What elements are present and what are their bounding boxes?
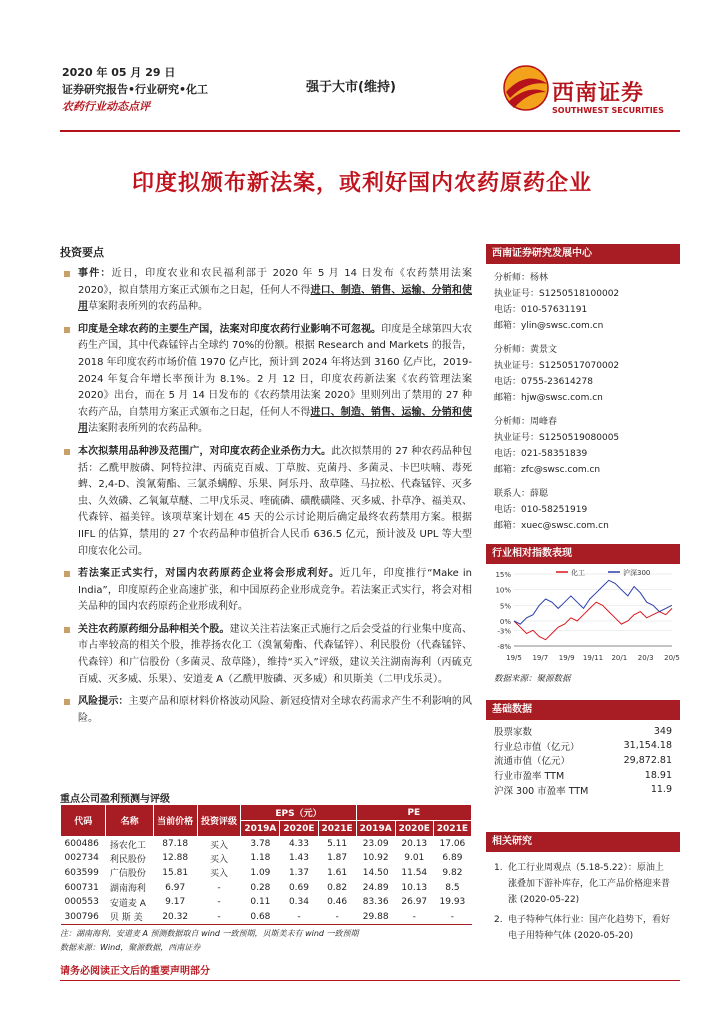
table-note: 注：湖南海利、安道麦 A 预测数据取自 wind 一致预期，贝斯美未有 wind 一致预期 — [60, 929, 359, 938]
base-data-value: 349 — [653, 725, 672, 737]
table-cell: 1.37 — [288, 867, 309, 878]
base-data-label: 股票家数 — [494, 727, 533, 739]
col-year: 2020E — [395, 821, 433, 837]
base-data-label: 流通市值（亿元） — [494, 756, 571, 768]
chart-x-tick: 20/3 — [637, 654, 654, 662]
table-cell: 9.82 — [442, 867, 463, 878]
table-cell: 23.09 — [362, 839, 389, 850]
base-data-label: 沪深 300 市盈率 TTM — [494, 785, 589, 797]
chart-source: 数据来源：聚源数据 — [494, 674, 571, 684]
table-cell: 000553 — [64, 897, 99, 908]
bullet-tail: 法案附表所列的农药品种。 — [88, 423, 208, 435]
bullet-text: 建议关注若法案正式施行之后会受益的行业集中度高、市占率较高的相关个股，推荐扬农化工（溴氰菊酯、代森锰锌）、利民股份（代森锰锌、代森锌）和广信股份（多菌灵、敌草隆），维持“买入”评级，建议关注湖南海利（丙硫克百威、灭多威、乐果）、安道麦 A（乙酰甲胺磷、灭多威）和贝斯美（二甲戊乐灵）。 — [78, 623, 473, 685]
table-cell: 600486 — [64, 839, 99, 850]
related-item-number: 1. — [494, 863, 503, 873]
table-cell: - — [280, 909, 318, 924]
table-cell: 0.34 — [288, 897, 309, 908]
contact-phone: 电话：010-58251919 — [494, 505, 588, 515]
table-row — [61, 909, 472, 924]
table-cell: 0.28 — [250, 882, 271, 893]
industry-rating: 强于大市(维持) — [306, 80, 396, 95]
related-item-text: 电子特种气体行业：国产化趋势下，看好电子用特种气体 (2020-05-20) — [508, 915, 671, 941]
related-list — [486, 852, 680, 944]
chart-x-tick: 20/5 — [664, 654, 680, 662]
table-cell: 26.97 — [401, 897, 428, 908]
logo-cn: 西南证券 — [552, 80, 645, 106]
base-data-value: 18.91 — [644, 769, 672, 781]
base-data-value: 11.9 — [650, 784, 672, 796]
research-center — [486, 244, 680, 534]
bullet-event — [60, 266, 472, 316]
logo-en: SOUTHWEST SECURITIES — [552, 106, 664, 115]
table-cell: 安道麦 A — [109, 898, 146, 909]
bullet-tail: 草案附表所列的农药品种。 — [88, 301, 208, 313]
analyst-name: 分析师：黄景文 — [494, 345, 558, 355]
chart-legend-label: 沪深300 — [623, 569, 651, 577]
table-cell: 19.93 — [439, 897, 466, 908]
table-cell: 300796 — [61, 909, 106, 924]
analyst-list — [486, 270, 680, 534]
table-cell: 贝 斯 美 — [106, 909, 153, 924]
table-cell: 1.09 — [250, 867, 271, 878]
table-cell: 广信股份 — [109, 869, 146, 880]
table-cell: 20.32 — [153, 909, 197, 924]
col-pe: PE — [356, 805, 471, 821]
table-row — [61, 895, 472, 910]
bullet-lead: 印度是全球农药的主要生产国，法案对印度农药行业影响不可忽视。 — [78, 323, 382, 335]
report-title: 印度拟颁布新法案，或利好国内农药原药企业 — [131, 171, 592, 196]
table-cell: 9.01 — [404, 853, 425, 864]
bullet-highlight: 进口、制造、销售、运输、分销和使用 — [78, 284, 473, 313]
table-cell: 87.18 — [162, 839, 189, 850]
chart-y-tick: -8% — [497, 643, 511, 651]
bullet-lead: 本次拟禁用品种涉及范围广，对印度农药企业杀伤力大。 — [78, 445, 332, 457]
analyst-cert: 执业证号：S1250519080005 — [494, 433, 620, 443]
col-rating: 投资评级 — [197, 805, 241, 837]
table-cell: - — [433, 909, 471, 924]
table-row — [61, 851, 472, 866]
table-cell: - — [217, 882, 221, 893]
table-cell: 9.17 — [165, 897, 186, 908]
related-item-text: 化工行业周观点（5.18-5.22）：原油上涨叠加下游补库存，化工产品价格迎来普涨 (2020-05-22) — [508, 863, 671, 905]
table-cell: 0.69 — [288, 882, 309, 893]
table-cell: 0.68 — [241, 909, 280, 924]
bullet-domestic-benefit — [60, 566, 472, 616]
table-cell: 0.82 — [327, 882, 348, 893]
bullet-text: 印度是全球第四大农药生产国，其中代森锰锌占全球约 70%的份额。根据 Research and Markets 的报告，2018 年印度农药市场价值 1970 亿卢比，预计到 2024 年将达到 3160 亿卢比，2019-2024 年复合年增长率预计为 8.1%。2 月 12 日，印度农药新法案《农药管理法案 2020》出台，而在 5 月 14 日发布的《农药禁用法案 2020》里则列出了禁用的 27 种农药产品，自禁用方案正式颁布之日起，任何人不得 — [78, 323, 473, 418]
analyst-email[interactable]: 邮箱：zfc@swsc.com.cn — [494, 465, 601, 475]
col-year: 2021E — [433, 821, 471, 837]
bullet-icon — [64, 449, 70, 455]
col-eps: EPS（元） — [241, 805, 356, 821]
base-data-row — [486, 739, 680, 754]
base-data-row — [486, 768, 680, 783]
table-row — [61, 880, 472, 895]
col-year: 2020E — [280, 821, 318, 837]
analyst-cert: 执业证号：S1250517070002 — [494, 361, 620, 371]
bullet-icon — [64, 327, 70, 333]
table-cell: 6.89 — [442, 853, 463, 864]
footer-divider — [60, 980, 680, 981]
table-cell: 20.13 — [401, 839, 428, 850]
bullet-text: 近几年，印度推行“Make in India”，印度原药企业高速扩张，和中国原药企业形成竞争。若法案正式实行，将会对相关品种的国内农药原药企业形成利好。 — [78, 568, 473, 613]
bullet-icon — [64, 699, 70, 705]
table-cell: - — [197, 909, 241, 924]
table-cell: 002734 — [64, 853, 99, 864]
bullet-highlight: 进口、制造、销售、运输、分销和使用 — [78, 406, 473, 435]
bullet-text: 近日，印度农业和农民福利部于 2020 年 5 月 14 日发布《农药禁用法案 2020》，拟自禁用方案正式颁布之日起，任何人不得 — [78, 268, 473, 296]
table-cell: 11.54 — [401, 867, 428, 878]
table-source: 数据来源：Wind，聚源数据，西南证券 — [60, 943, 201, 952]
related-item[interactable] — [494, 912, 672, 944]
table-cell: 利民股份 — [109, 854, 146, 865]
base-data-table — [486, 724, 680, 797]
relative-index-section — [486, 544, 680, 564]
table-row — [61, 866, 472, 881]
base-data-row — [486, 724, 680, 739]
base-data-value: 29,872.81 — [623, 754, 672, 766]
bullet-risk — [60, 694, 472, 727]
relative-index-chart — [486, 566, 680, 670]
table-cell: 15.81 — [162, 867, 189, 878]
related-title: 相关研究 — [486, 832, 680, 852]
header-info — [62, 64, 208, 115]
base-data-row — [486, 753, 680, 768]
header-divider — [60, 130, 680, 132]
table-cell: 83.36 — [362, 897, 389, 908]
base-data-label: 行业总市值（亿元） — [494, 741, 580, 753]
col-year: 2021E — [318, 821, 356, 837]
table-cell: 600731 — [64, 882, 99, 893]
chart-y-tick: 15% — [495, 571, 511, 579]
bullet-india-producer — [60, 322, 472, 438]
chart-y-tick: -3% — [497, 627, 511, 636]
table-cell: 14.50 — [362, 867, 389, 878]
col-price: 当前价格 — [153, 805, 197, 837]
profit-table-title: 重点公司盈利预测与评级 — [60, 794, 170, 805]
table-cell: 扬农化工 — [109, 840, 146, 851]
analyst-phone: 电话：0755-23614278 — [494, 377, 593, 387]
table-cell: - — [395, 909, 433, 924]
table-cell: 1.18 — [250, 853, 271, 864]
table-cell: 10.92 — [362, 853, 389, 864]
analyst-name: 分析师：周峰春 — [494, 417, 558, 427]
col-year: 2019A — [241, 821, 280, 837]
table-cell: 买入 — [209, 854, 228, 865]
col-code: 代码 — [61, 805, 106, 837]
table-cell: 1.61 — [327, 867, 348, 878]
bullet-lead: 风险提示： — [78, 696, 129, 708]
table-cell: - — [318, 909, 356, 924]
chart-y-tick: 10% — [495, 586, 511, 595]
col-name: 名称 — [106, 805, 153, 837]
table-cell: 买入 — [209, 840, 228, 851]
table-cell: 买入 — [209, 869, 228, 880]
base-data-row — [486, 782, 680, 797]
table-row — [61, 837, 472, 852]
table-cell: 6.97 — [165, 882, 186, 893]
related-item-number: 2. — [494, 915, 503, 925]
table-cell: 湖南海利 — [109, 884, 146, 895]
table-cell: 0.46 — [327, 897, 348, 908]
table-cell: 10.13 — [401, 882, 428, 893]
chart-x-tick: 19/5 — [506, 654, 522, 662]
chart-x-tick: 20/1 — [611, 654, 628, 662]
bullet-lead: 关注农药原药细分品种相关个股。 — [78, 623, 230, 635]
table-cell: 4.33 — [288, 839, 309, 850]
table-cell: 5.11 — [327, 839, 348, 850]
bullet-icon — [64, 271, 70, 277]
chart-x-tick: 19/7 — [532, 654, 549, 662]
chart-x-tick: 19/11 — [582, 654, 604, 662]
bullet-lead: 事件： — [78, 268, 112, 279]
table-cell: 603599 — [64, 867, 99, 878]
base-data-label: 行业市盈率 TTM — [494, 771, 565, 783]
analyst-phone: 电话：010-57631191 — [494, 305, 588, 315]
table-cell: 0.11 — [250, 897, 271, 908]
analyst-cert: 执业证号：S1250518100002 — [494, 289, 620, 299]
table-cell: 12.88 — [162, 853, 189, 864]
related-item[interactable] — [494, 860, 672, 908]
chart-y-tick: 5% — [499, 602, 511, 611]
bullet-stock-picks — [60, 622, 472, 688]
col-year: 2019A — [356, 821, 395, 837]
chart-section-title: 行业相对指数表现 — [486, 544, 680, 564]
report-type: 证券研究报告•行业研究•化工 — [62, 83, 209, 96]
contact-email[interactable]: 邮箱：xuec@swsc.com.cn — [494, 521, 609, 531]
bullet-text: 主要产品和原材料价格波动风险、新冠疫情对全球农药需求产生不利影响的风险。 — [78, 696, 473, 724]
base-data-title: 基础数据 — [486, 700, 680, 720]
table-cell: 3.78 — [250, 839, 271, 850]
summary-heading: 投资要点 — [60, 246, 104, 259]
report-date: 2020 年 05 月 29 日 — [62, 66, 176, 79]
bullet-lead: 若法案正式实行，对国内农药原药企业将会形成利好。 — [78, 568, 340, 580]
summary-section — [60, 244, 472, 733]
chart-legend-label: 化工 — [571, 569, 585, 577]
chart-x-tick: 19/9 — [558, 654, 575, 662]
table-cell: - — [217, 897, 221, 908]
table-cell: 1.43 — [288, 853, 309, 864]
base-data-value: 31,154.18 — [623, 740, 672, 752]
related-research-section — [486, 832, 680, 948]
bullet-icon — [64, 627, 70, 633]
analyst-email[interactable]: 邮箱：ylin@swsc.com.cn — [494, 321, 604, 331]
table-cell: 29.88 — [356, 909, 395, 924]
analyst-phone: 电话：021-58351839 — [494, 449, 588, 459]
report-subtype: 农药行业动态点评 — [62, 100, 150, 113]
profit-forecast-table — [60, 804, 472, 925]
research-center-title: 西南证券研究发展中心 — [486, 244, 680, 264]
bullet-icon — [64, 571, 70, 577]
chart-y-tick: 0% — [499, 617, 511, 626]
analyst-name: 分析师：杨林 — [494, 273, 549, 283]
contact-name: 联系人：薛聪 — [494, 489, 549, 499]
analyst-email[interactable]: 邮箱：hjw@swsc.com.cn — [494, 393, 603, 403]
bullet-text: 此次拟禁用的 27 种农药品种包括：乙酰甲胺磷、阿特拉津、丙硫克百威、丁草胺、克菌丹、多菌灵、卡巴呋喃、毒死蜱、2,4-D、溴氰菊酯、三氯杀螨醇、乐果、阿乐丹、敌草隆、马拉松、代森锰锌、灭多虫、久效磷、乙氧氟草醚、二甲戊乐灵、喹硫磷、磺酰磺隆、灭多威、扑草净、福美双、代森锌、福美锌。该项草案计划在 45 天的公示讨论期后确定最终农药禁用方案。根据 IIFL 的估算，禁用的 27 个农药品种市值折合人民币 636.5 亿元，预计波及 UPL 等大型印度农化公司。 — [78, 445, 472, 557]
bullet-banned-products — [60, 444, 472, 560]
table-cell: 1.87 — [327, 853, 348, 864]
table-cell: 8.5 — [445, 882, 460, 893]
disclaimer-footer: 请务必阅读正文后的重要声明部分 — [60, 966, 210, 977]
table-cell: 17.06 — [439, 839, 466, 850]
table-cell: 24.89 — [362, 882, 389, 893]
base-data-section — [486, 700, 680, 797]
